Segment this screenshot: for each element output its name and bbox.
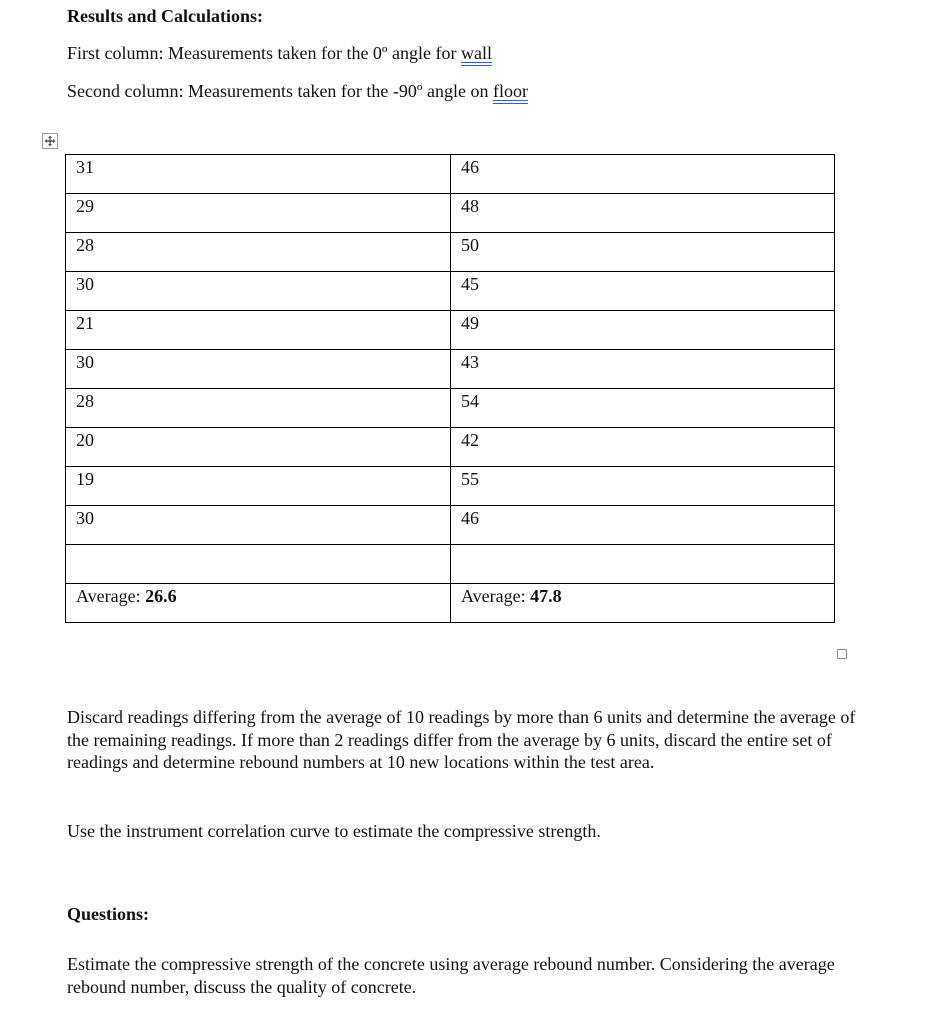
readings-table-body xyxy=(66,155,835,623)
floor-reading-cell[interactable]: 55 xyxy=(451,467,835,506)
floor-reading-cell[interactable]: 42 xyxy=(451,428,835,467)
table-resize-handle[interactable] xyxy=(837,649,847,659)
wall-reading-cell[interactable]: 31 xyxy=(66,155,451,194)
table-row xyxy=(66,155,835,194)
readings-table xyxy=(65,154,835,623)
average-label: Average: xyxy=(76,586,146,606)
table-move-handle[interactable] xyxy=(42,133,58,149)
table-row xyxy=(66,350,835,389)
wall-average-value: 26.6 xyxy=(145,586,177,606)
floor-reading-cell[interactable]: 45 xyxy=(451,272,835,311)
wall-link[interactable]: wall xyxy=(460,43,492,63)
questions-heading: Questions: xyxy=(67,904,150,924)
wall-reading-cell[interactable]: 28 xyxy=(66,233,451,272)
second-column-text: Second column: Measurements taken for the -90º angle on xyxy=(67,81,493,101)
table-row xyxy=(66,311,835,350)
floor-reading-cell[interactable]: 48 xyxy=(451,194,835,233)
table-row xyxy=(66,389,835,428)
wall-reading-cell[interactable]: 21 xyxy=(66,311,451,350)
second-column-description xyxy=(67,81,528,102)
table-row xyxy=(66,233,835,272)
average-label: Average: xyxy=(461,586,531,606)
wall-reading-cell[interactable]: 19 xyxy=(66,467,451,506)
move-icon xyxy=(44,135,56,147)
floor-average-cell[interactable] xyxy=(451,584,835,623)
correlation-instruction: Use the instrument correlation curve to estimate the compressive strength. xyxy=(67,821,601,841)
wall-reading-cell[interactable]: 20 xyxy=(66,428,451,467)
table-row xyxy=(66,272,835,311)
floor-reading-cell[interactable]: 54 xyxy=(451,389,835,428)
table-row xyxy=(66,467,835,506)
floor-reading-cell[interactable]: 43 xyxy=(451,350,835,389)
section-heading: Results and Calculations: xyxy=(67,6,264,26)
discard-instructions: Discard readings differing from the average of 10 readings by more than 6 units and determine the average of the remaining readings. If more than 2 readings differ from the average by 6 units, discard the entire set of readings and determine rebound numbers at 10 new locations within the test area. xyxy=(67,707,856,772)
floor-reading-cell[interactable]: 46 xyxy=(451,155,835,194)
floor-reading-cell[interactable]: 49 xyxy=(451,311,835,350)
first-column-text: First column: Measurements taken for the 0º angle for xyxy=(67,43,461,63)
question-text: Estimate the compressive strength of the concrete using average rebound number. Considering the average rebound number, discuss the quality of concrete. xyxy=(67,954,835,997)
floor-reading-cell[interactable] xyxy=(451,545,835,584)
table-row xyxy=(66,506,835,545)
floor-link[interactable]: floor xyxy=(492,81,528,101)
table-row xyxy=(66,194,835,233)
table-row xyxy=(66,428,835,467)
wall-reading-cell[interactable]: 28 xyxy=(66,389,451,428)
wall-reading-cell[interactable]: 29 xyxy=(66,194,451,233)
wall-average-cell[interactable] xyxy=(66,584,451,623)
floor-reading-cell[interactable]: 50 xyxy=(451,233,835,272)
average-row xyxy=(66,584,835,623)
first-column-description xyxy=(67,43,492,64)
wall-reading-cell[interactable]: 30 xyxy=(66,506,451,545)
table-row xyxy=(66,545,835,584)
floor-reading-cell[interactable]: 46 xyxy=(451,506,835,545)
wall-reading-cell[interactable]: 30 xyxy=(66,272,451,311)
floor-average-value: 47.8 xyxy=(530,586,562,606)
wall-reading-cell[interactable] xyxy=(66,545,451,584)
wall-reading-cell[interactable]: 30 xyxy=(66,350,451,389)
